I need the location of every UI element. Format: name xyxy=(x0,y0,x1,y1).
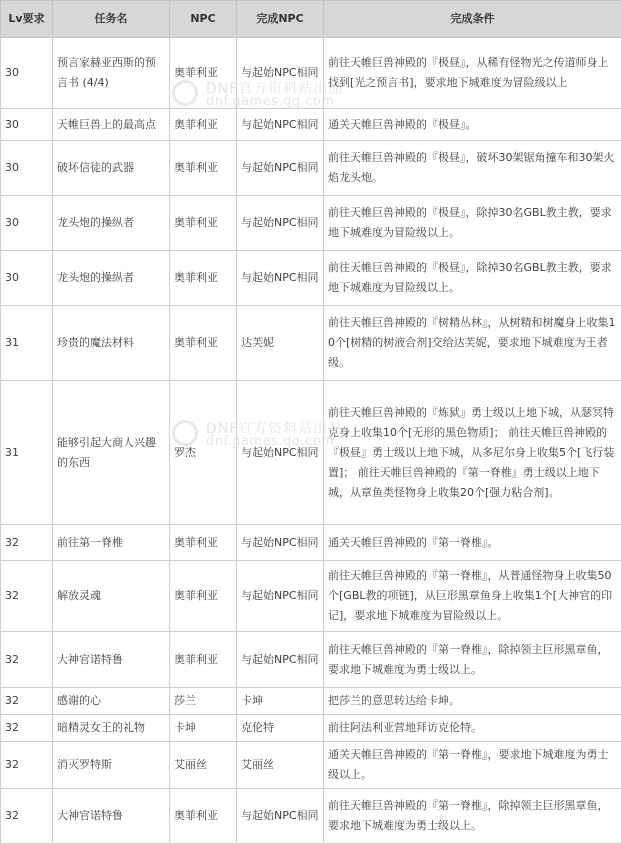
cell-done-npc: 卡坤 xyxy=(237,688,324,715)
table-row xyxy=(1,251,621,306)
cell-condition: 前往天帷巨兽神殿的『炼狱』勇士级以上地下城，从瑟冥特克身上收集10个[无形的黑色物质]； 前往天帷巨兽神殿的『极昼』勇士级以上地下城，从多尼尔身上收集5个[飞行装置]； 前往天帷巨兽神殿的『第一脊椎』勇士级以上地下城，从章鱼类怪物身上收集20个[强力粘合剂]。 xyxy=(324,381,621,525)
cell-lv: 30 xyxy=(1,196,53,251)
cell-lv: 31 xyxy=(1,381,53,525)
cell-quest-name: 天帷巨兽上的最高点 xyxy=(53,109,170,141)
cell-done-npc: 与起始NPC相同 xyxy=(237,632,324,688)
cell-quest-name: 感谢的心 xyxy=(53,688,170,715)
cell-npc: 卡坤 xyxy=(170,715,237,742)
cell-done-npc: 与起始NPC相同 xyxy=(237,196,324,251)
cell-done-npc: 与起始NPC相同 xyxy=(237,109,324,141)
cell-lv: 32 xyxy=(1,789,53,844)
table-header-row xyxy=(1,1,621,38)
table-row xyxy=(1,109,621,141)
cell-quest-name: 大神官诺特鲁 xyxy=(53,789,170,844)
cell-lv: 30 xyxy=(1,141,53,196)
header-condition: 完成条件 xyxy=(324,1,621,38)
cell-done-npc: 达芙妮 xyxy=(237,306,324,381)
cell-npc: 艾丽丝 xyxy=(170,742,237,789)
cell-condition: 把莎兰的意思转达给卡坤。 xyxy=(324,688,621,715)
watermark-text: DNF官方资料站出品 xyxy=(206,418,343,438)
table-row xyxy=(1,306,621,381)
watermark-url: dnf.games.qq.com xyxy=(206,434,334,449)
cell-npc: 奥菲利亚 xyxy=(170,789,237,844)
header-quest-name: 任务名 xyxy=(53,1,170,38)
cell-lv: 32 xyxy=(1,561,53,632)
table-row xyxy=(1,525,621,561)
cell-npc: 奥菲利亚 xyxy=(170,141,237,196)
cell-condition: 前往天帷巨兽神殿的『极昼』，破坏30架锯角撞车和30架火焰龙头炮。 xyxy=(324,141,621,196)
cell-lv: 31 xyxy=(1,306,53,381)
cell-npc: 奥菲利亚 xyxy=(170,525,237,561)
cell-npc: 奥菲利亚 xyxy=(170,561,237,632)
cell-lv: 32 xyxy=(1,742,53,789)
watermark-url: dnf.games.qq.com xyxy=(206,94,334,109)
cell-npc: 奥菲利亚 xyxy=(170,38,237,109)
cell-quest-name: 大神官诺特鲁 xyxy=(53,632,170,688)
table-row xyxy=(1,561,621,632)
cell-done-npc: 克伦特 xyxy=(237,715,324,742)
cell-npc: 奥菲利亚 xyxy=(170,632,237,688)
table-row xyxy=(1,789,621,844)
cell-condition: 前往天帷巨兽神殿的『极昼』，除掉30名GBL教主教，要求地下城难度为冒险级以上。 xyxy=(324,251,621,306)
cell-quest-name: 能够引起大商人兴趣的东西 xyxy=(53,381,170,525)
cell-done-npc: 与起始NPC相同 xyxy=(237,381,324,525)
cell-quest-name: 破坏信徒的武器 xyxy=(53,141,170,196)
cell-quest-name: 消灭罗特斯 xyxy=(53,742,170,789)
table-row xyxy=(1,715,621,742)
cell-quest-name: 龙头炮的操纵者 xyxy=(53,196,170,251)
cell-condition: 前往天帷巨兽神殿的『树精丛林』，从树精和树魔身上收集10个[树精的树液合剂]交给达芙妮，要求地下城难度为王者级。 xyxy=(324,306,621,381)
cell-done-npc: 与起始NPC相同 xyxy=(237,141,324,196)
cell-npc: 罗杰 xyxy=(170,381,237,525)
cell-condition: 前往天帷巨兽神殿的『第一脊椎』，除掉领主巨形黑章鱼，要求地下城难度为勇士级以上。 xyxy=(324,632,621,688)
table-row xyxy=(1,688,621,715)
table-row xyxy=(1,632,621,688)
cell-condition: 通关天帷巨兽神殿的『极昼』。 xyxy=(324,109,621,141)
cell-quest-name: 预言家赫亚西斯的预言书 (4/4) xyxy=(53,38,170,109)
cell-done-npc: 与起始NPC相同 xyxy=(237,525,324,561)
cell-npc: 奥菲利亚 xyxy=(170,196,237,251)
cell-condition: 前往天帷巨兽神殿的『第一脊椎』，从普通怪物身上收集50个[GBL教的项链]，从巨形黑章鱼身上收集1个[大神官的印记]，要求地下城难度为冒险级以上。 xyxy=(324,561,621,632)
cell-done-npc: 艾丽丝 xyxy=(237,742,324,789)
table-row xyxy=(1,381,621,525)
header-done-npc: 完成NPC xyxy=(237,1,324,38)
header-lv: Lv要求 xyxy=(1,1,53,38)
cell-condition: 前往天帷巨兽神殿的『第一脊椎』，除掉领主巨形黑章鱼，要求地下城难度为勇士级以上。 xyxy=(324,789,621,844)
cell-condition: 前往阿法利亚营地拜访克伦特。 xyxy=(324,715,621,742)
cell-lv: 32 xyxy=(1,688,53,715)
table-row xyxy=(1,742,621,789)
watermark-text: DNF官方资料站出品 xyxy=(206,78,343,98)
cell-condition: 前往天帷巨兽神殿的『极昼』，从稀有怪物光之传道师身上找到[光之预言书]，要求地下城难度为冒险级以上 xyxy=(324,38,621,109)
cell-quest-name: 珍贵的魔法材料 xyxy=(53,306,170,381)
cell-condition: 通关天帷巨兽神殿的『第一脊椎』。 xyxy=(324,525,621,561)
cell-lv: 32 xyxy=(1,715,53,742)
cell-quest-name: 解放灵魂 xyxy=(53,561,170,632)
table-row xyxy=(1,196,621,251)
table-row xyxy=(1,141,621,196)
table-row xyxy=(1,38,621,109)
cell-lv: 32 xyxy=(1,525,53,561)
cell-npc: 奥菲利亚 xyxy=(170,109,237,141)
cell-condition: 通关天帷巨兽神殿的『第一脊椎』，要求地下城难度为勇士级以上。 xyxy=(324,742,621,789)
cell-quest-name: 暗精灵女王的礼物 xyxy=(53,715,170,742)
cell-done-npc: 与起始NPC相同 xyxy=(237,561,324,632)
cell-lv: 32 xyxy=(1,632,53,688)
cell-condition: 前往天帷巨兽神殿的『极昼』，除掉30名GBL教主教，要求地下城难度为冒险级以上。 xyxy=(324,196,621,251)
cell-npc: 奥菲利亚 xyxy=(170,306,237,381)
cell-quest-name: 前往第一脊椎 xyxy=(53,525,170,561)
cell-npc: 奥菲利亚 xyxy=(170,251,237,306)
cell-done-npc: 与起始NPC相同 xyxy=(237,789,324,844)
cell-done-npc: 与起始NPC相同 xyxy=(237,251,324,306)
header-npc: NPC xyxy=(170,1,237,38)
cell-lv: 30 xyxy=(1,109,53,141)
cell-done-npc: 与起始NPC相同 xyxy=(237,38,324,109)
cell-lv: 30 xyxy=(1,38,53,109)
cell-lv: 30 xyxy=(1,251,53,306)
cell-npc: 莎兰 xyxy=(170,688,237,715)
cell-quest-name: 龙头炮的操纵者 xyxy=(53,251,170,306)
